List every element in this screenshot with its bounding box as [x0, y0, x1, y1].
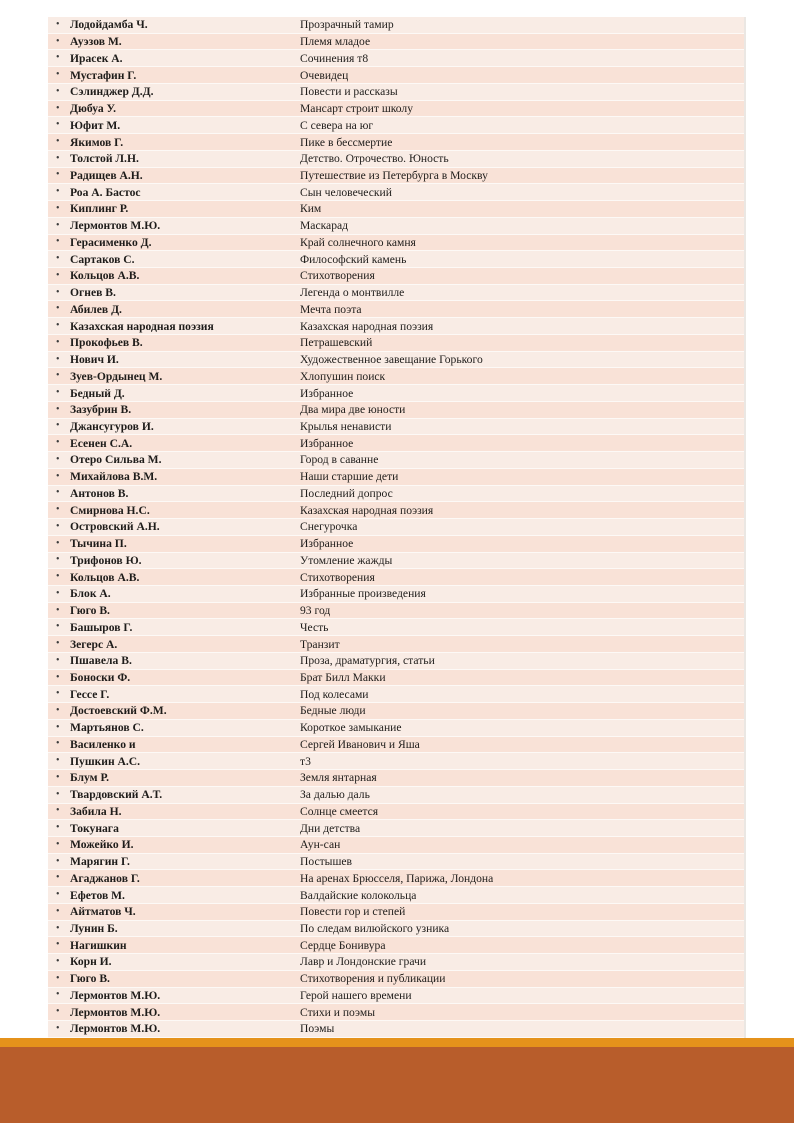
bullet-icon: • — [56, 972, 60, 984]
author-cell: Антонов В. — [70, 486, 129, 500]
title-cell: Стихи и поэмы — [300, 1005, 375, 1019]
bullet-icon: • — [56, 18, 60, 30]
list-item — [48, 101, 744, 118]
list-item — [48, 285, 744, 302]
author-cell: Роа А. Бастос — [70, 185, 141, 199]
author-cell: Василенко и — [70, 737, 136, 751]
list-item — [48, 268, 744, 285]
title-cell: Петрашевский — [300, 336, 373, 350]
bullet-icon: • — [56, 520, 60, 532]
bullet-icon: • — [56, 872, 60, 884]
list-item — [48, 586, 744, 603]
author-cell: Бедный Д. — [70, 386, 125, 400]
list-item — [48, 887, 744, 904]
book-list — [48, 17, 746, 1038]
title-cell: Мансарт строит школу — [300, 102, 414, 116]
bullet-icon: • — [56, 119, 60, 131]
list-item — [48, 201, 744, 218]
author-cell: Ирасек А. — [70, 51, 123, 65]
list-item — [48, 1021, 744, 1038]
bullet-icon: • — [56, 955, 60, 967]
title-cell: Крылья ненависти — [300, 419, 392, 433]
title-cell: Пике в бессмертие — [300, 135, 393, 149]
author-cell: Смирнова Н.С. — [70, 503, 150, 517]
author-cell: Отеро Сильва М. — [70, 453, 162, 467]
bullet-icon: • — [56, 253, 60, 265]
title-cell: Казахская народная поэзия — [300, 319, 434, 333]
list-item — [48, 218, 744, 235]
bullet-icon: • — [56, 370, 60, 382]
bullet-icon: • — [56, 219, 60, 231]
list-item — [48, 787, 744, 804]
author-cell: Михайлова В.М. — [70, 470, 158, 484]
list-item — [48, 486, 744, 503]
list-item — [48, 854, 744, 871]
list-item — [48, 134, 744, 151]
bullet-icon: • — [56, 152, 60, 164]
bullet-icon: • — [56, 822, 60, 834]
author-cell: Лермонтов М.Ю. — [70, 988, 161, 1002]
list-item — [48, 670, 744, 687]
title-cell: На аренах Брюсселя, Парижа, Лондона — [300, 871, 494, 885]
bullet-icon: • — [56, 420, 60, 432]
list-item — [48, 402, 744, 419]
title-cell: Стихотворения — [300, 570, 375, 584]
list-item — [48, 67, 744, 84]
author-cell: Лермонтов М.Ю. — [70, 219, 161, 233]
title-cell: Герой нашего времени — [300, 988, 412, 1002]
list-item — [48, 368, 744, 385]
list-item — [48, 385, 744, 402]
list-item — [48, 603, 744, 620]
author-cell: Киплинг Р. — [70, 202, 129, 216]
list-item — [48, 34, 744, 51]
title-cell: т3 — [300, 754, 311, 768]
author-cell: Ефетов М. — [70, 888, 125, 902]
list-item — [48, 553, 744, 570]
bullet-icon: • — [56, 453, 60, 465]
title-cell: Два мира две юности — [300, 403, 406, 417]
bullet-icon: • — [56, 922, 60, 934]
bullet-icon: • — [56, 805, 60, 817]
author-cell: Гюго В. — [70, 972, 110, 986]
author-cell: Блум Р. — [70, 771, 109, 785]
bullet-icon: • — [56, 336, 60, 348]
bullet-icon: • — [56, 269, 60, 281]
bullet-icon: • — [56, 654, 60, 666]
list-item — [48, 904, 744, 921]
author-cell: Блок А. — [70, 587, 111, 601]
title-cell: Сочинения т8 — [300, 51, 369, 65]
title-cell: Прозрачный тамир — [300, 18, 394, 32]
author-cell: Абилев Д. — [70, 302, 122, 316]
author-cell: Можейко И. — [70, 838, 134, 852]
author-cell: Зегерс А. — [70, 637, 118, 651]
author-cell: Забила Н. — [70, 804, 122, 818]
title-cell: Хлопушин поиск — [300, 369, 386, 383]
bullet-icon: • — [56, 621, 60, 633]
author-cell: Радищев А.Н. — [70, 168, 143, 182]
bullet-icon: • — [56, 202, 60, 214]
bullet-icon: • — [56, 571, 60, 583]
title-cell: Ким — [300, 202, 322, 216]
list-item — [48, 954, 744, 971]
author-cell: Агаджанов Г. — [70, 871, 140, 885]
author-cell: Толстой Л.Н. — [70, 152, 139, 166]
title-cell: Транзит — [300, 637, 340, 651]
author-cell: Пшавела В. — [70, 654, 132, 668]
list-item — [48, 184, 744, 201]
bullet-icon: • — [56, 989, 60, 1001]
author-cell: Кольцов А.В. — [70, 570, 140, 584]
list-item — [48, 335, 744, 352]
bullet-icon: • — [56, 755, 60, 767]
title-cell: Валдайские колокольца — [300, 888, 417, 902]
author-cell: Боноски Ф. — [70, 671, 131, 684]
list-item — [48, 820, 744, 837]
list-item — [48, 720, 744, 737]
title-cell: Стихотворения — [300, 269, 375, 283]
bullet-icon: • — [56, 1022, 60, 1034]
accent-strip — [0, 1038, 794, 1047]
title-cell: Короткое замыкание — [300, 721, 402, 735]
author-cell: Кольцов А.В. — [70, 269, 140, 283]
bullet-icon: • — [56, 905, 60, 917]
author-cell: Герасименко Д. — [70, 235, 152, 249]
bullet-icon: • — [56, 1006, 60, 1018]
bullet-icon: • — [56, 52, 60, 64]
author-cell: Сартаков С. — [70, 252, 135, 266]
author-cell: Дюбуа У. — [70, 102, 117, 116]
author-cell: Лермонтов М.Ю. — [70, 1022, 161, 1036]
bullet-icon: • — [56, 69, 60, 81]
list-item — [48, 686, 744, 703]
bullet-icon: • — [56, 671, 60, 683]
list-item — [48, 301, 744, 318]
author-cell: Лунин Б. — [70, 922, 118, 936]
title-cell: Под колесами — [300, 687, 369, 701]
title-cell: Честь — [300, 620, 329, 634]
list-item — [48, 352, 744, 369]
bullet-icon: • — [56, 738, 60, 750]
bullet-icon: • — [56, 387, 60, 399]
bullet-icon: • — [56, 353, 60, 365]
title-cell: Поэмы — [300, 1022, 335, 1036]
list-item — [48, 84, 744, 101]
bullet-icon: • — [56, 771, 60, 783]
bullet-icon: • — [56, 838, 60, 850]
title-cell: Аун-сан — [300, 838, 341, 852]
title-cell: Путешествие из Петербурга в Москву — [300, 168, 488, 182]
title-cell: Бедные люди — [300, 704, 366, 718]
list-item — [48, 50, 744, 67]
author-cell: Марягин Г. — [70, 855, 130, 869]
author-cell: Гюго В. — [70, 604, 110, 618]
title-cell: Наши старшие дети — [300, 470, 399, 484]
title-cell: Дни детства — [300, 821, 361, 835]
author-cell: Токунага — [70, 821, 119, 835]
bullet-icon: • — [56, 186, 60, 198]
author-cell: Зуев-Ордынец М. — [70, 369, 163, 383]
bullet-icon: • — [56, 587, 60, 599]
bullet-icon: • — [56, 504, 60, 516]
list-item — [48, 502, 744, 519]
title-cell: Проза, драматургия, статьи — [300, 654, 435, 668]
author-cell: Нагишкин — [70, 938, 127, 952]
list-item — [48, 921, 744, 938]
title-cell: Стихотворения и публикации — [300, 972, 446, 986]
title-cell: Детство. Отрочество. Юность — [300, 152, 449, 166]
bullet-icon: • — [56, 554, 60, 566]
title-cell: Край солнечного камня — [300, 235, 416, 249]
title-cell: Избранное — [300, 537, 354, 551]
title-cell: Повести гор и степей — [300, 905, 406, 919]
title-cell: За далью даль — [300, 788, 370, 802]
title-cell: Утомление жажды — [300, 553, 393, 567]
footer-band — [0, 1047, 794, 1123]
author-cell: Ауэзов М. — [70, 35, 122, 49]
title-cell: Сердце Бонивура — [300, 938, 386, 952]
author-cell: Есенен С.А. — [70, 436, 133, 450]
list-item — [48, 519, 744, 536]
title-cell: Сергей Иванович и Яша — [300, 737, 420, 751]
bullet-icon: • — [56, 102, 60, 114]
title-cell: Лавр и Лондонские грачи — [300, 955, 427, 969]
bullet-icon: • — [56, 35, 60, 47]
list-item — [48, 168, 744, 185]
list-item — [48, 318, 744, 335]
author-cell: Корн И. — [70, 955, 112, 969]
title-cell: Казахская народная поэзия — [300, 503, 434, 517]
bullet-icon: • — [56, 437, 60, 449]
bullet-icon: • — [56, 638, 60, 650]
author-cell: Островский А.Н. — [70, 520, 160, 534]
author-cell: Трифонов Ю. — [70, 553, 142, 567]
author-cell: Тычина П. — [70, 537, 127, 551]
list-item — [48, 235, 744, 252]
author-cell: Пушкин А.С. — [70, 754, 141, 768]
list-item — [48, 469, 744, 486]
title-cell: Маскарад — [300, 219, 349, 233]
bullet-icon: • — [56, 303, 60, 315]
bullet-icon: • — [56, 236, 60, 248]
list-item — [48, 619, 744, 636]
title-cell: Племя младое — [300, 35, 371, 49]
list-item — [48, 703, 744, 720]
title-cell: Художественное завещание Горького — [300, 353, 483, 367]
list-item — [48, 452, 744, 469]
title-cell: Город в саванне — [300, 453, 379, 467]
title-cell: Философский камень — [300, 252, 407, 266]
author-cell: Башыров Г. — [70, 620, 133, 634]
bullet-icon: • — [56, 487, 60, 499]
author-cell: Мартьянов С. — [70, 721, 144, 735]
list-item — [48, 804, 744, 821]
title-cell: Мечта поэта — [300, 302, 362, 316]
title-cell: Сын человеческий — [300, 185, 392, 199]
bullet-icon: • — [56, 286, 60, 298]
bullet-icon: • — [56, 788, 60, 800]
list-item — [48, 536, 744, 553]
list-item — [48, 419, 744, 436]
author-cell: Лермонтов М.Ю. — [70, 1005, 161, 1019]
author-cell: Достоевский Ф.М. — [70, 704, 167, 718]
author-cell: Джансугуров И. — [70, 419, 154, 433]
title-cell: Снегурочка — [300, 520, 358, 534]
author-cell: Юфит М. — [70, 118, 121, 132]
list-item — [48, 151, 744, 168]
bullet-icon: • — [56, 320, 60, 332]
list-item — [48, 870, 744, 887]
list-item — [48, 988, 744, 1005]
title-cell: Легенда о монтвилле — [300, 286, 405, 300]
title-cell: Земля янтарная — [300, 771, 377, 785]
title-cell: Избранные произведения — [300, 587, 426, 601]
list-item — [48, 1004, 744, 1021]
list-item — [48, 636, 744, 653]
author-cell: Казахская народная поэзия — [70, 319, 214, 333]
author-cell: Гессе Г. — [70, 687, 110, 701]
list-item — [48, 753, 744, 770]
title-cell: Последний допрос — [300, 486, 393, 500]
list-item — [48, 653, 744, 670]
bullet-icon: • — [56, 704, 60, 716]
list-item — [48, 971, 744, 988]
bullet-icon: • — [56, 85, 60, 97]
title-cell: По следам вилюйского узника — [300, 922, 450, 936]
bullet-icon: • — [56, 470, 60, 482]
list-item — [48, 17, 744, 34]
author-cell: Нович И. — [70, 353, 119, 367]
bullet-icon: • — [56, 855, 60, 867]
bullet-icon: • — [56, 136, 60, 147]
title-cell: Избранное — [300, 436, 354, 450]
bullet-icon: • — [56, 688, 60, 700]
bullet-icon: • — [56, 939, 60, 951]
bullet-icon: • — [56, 403, 60, 415]
bullet-icon: • — [56, 537, 60, 549]
list-item — [48, 837, 744, 854]
bullet-icon: • — [56, 169, 60, 181]
author-cell: Якимов Г. — [70, 135, 124, 149]
list-item — [48, 737, 744, 754]
title-cell: Повести и рассказы — [300, 85, 398, 99]
author-cell: Сэлинджер Д.Д. — [70, 85, 154, 99]
list-item — [48, 251, 744, 268]
list-item — [48, 117, 744, 134]
list-item — [48, 569, 744, 586]
author-cell: Лодойдамба Ч. — [70, 18, 148, 32]
author-cell: Айтматов Ч. — [70, 905, 136, 919]
title-cell: Солнце смеется — [300, 804, 379, 818]
list-item — [48, 435, 744, 452]
list-item — [48, 770, 744, 787]
bullet-icon: • — [56, 721, 60, 733]
list-item — [48, 937, 744, 954]
title-cell: Очевидец — [300, 68, 349, 82]
title-cell: 93 год — [300, 604, 331, 618]
title-cell: Избранное — [300, 386, 354, 400]
bullet-icon: • — [56, 889, 60, 901]
author-cell: Твардовский А.Т. — [70, 788, 163, 802]
author-cell: Прокофьев В. — [70, 336, 143, 350]
author-cell: Зазубрин В. — [70, 403, 132, 417]
title-cell: Постышев — [300, 855, 353, 869]
title-cell: Брат Билл Макки — [300, 671, 386, 684]
author-cell: Огнев В. — [70, 286, 116, 300]
author-cell: Мустафин Г. — [70, 68, 137, 82]
title-cell: С севера на юг — [300, 118, 374, 132]
bullet-icon: • — [56, 604, 60, 616]
